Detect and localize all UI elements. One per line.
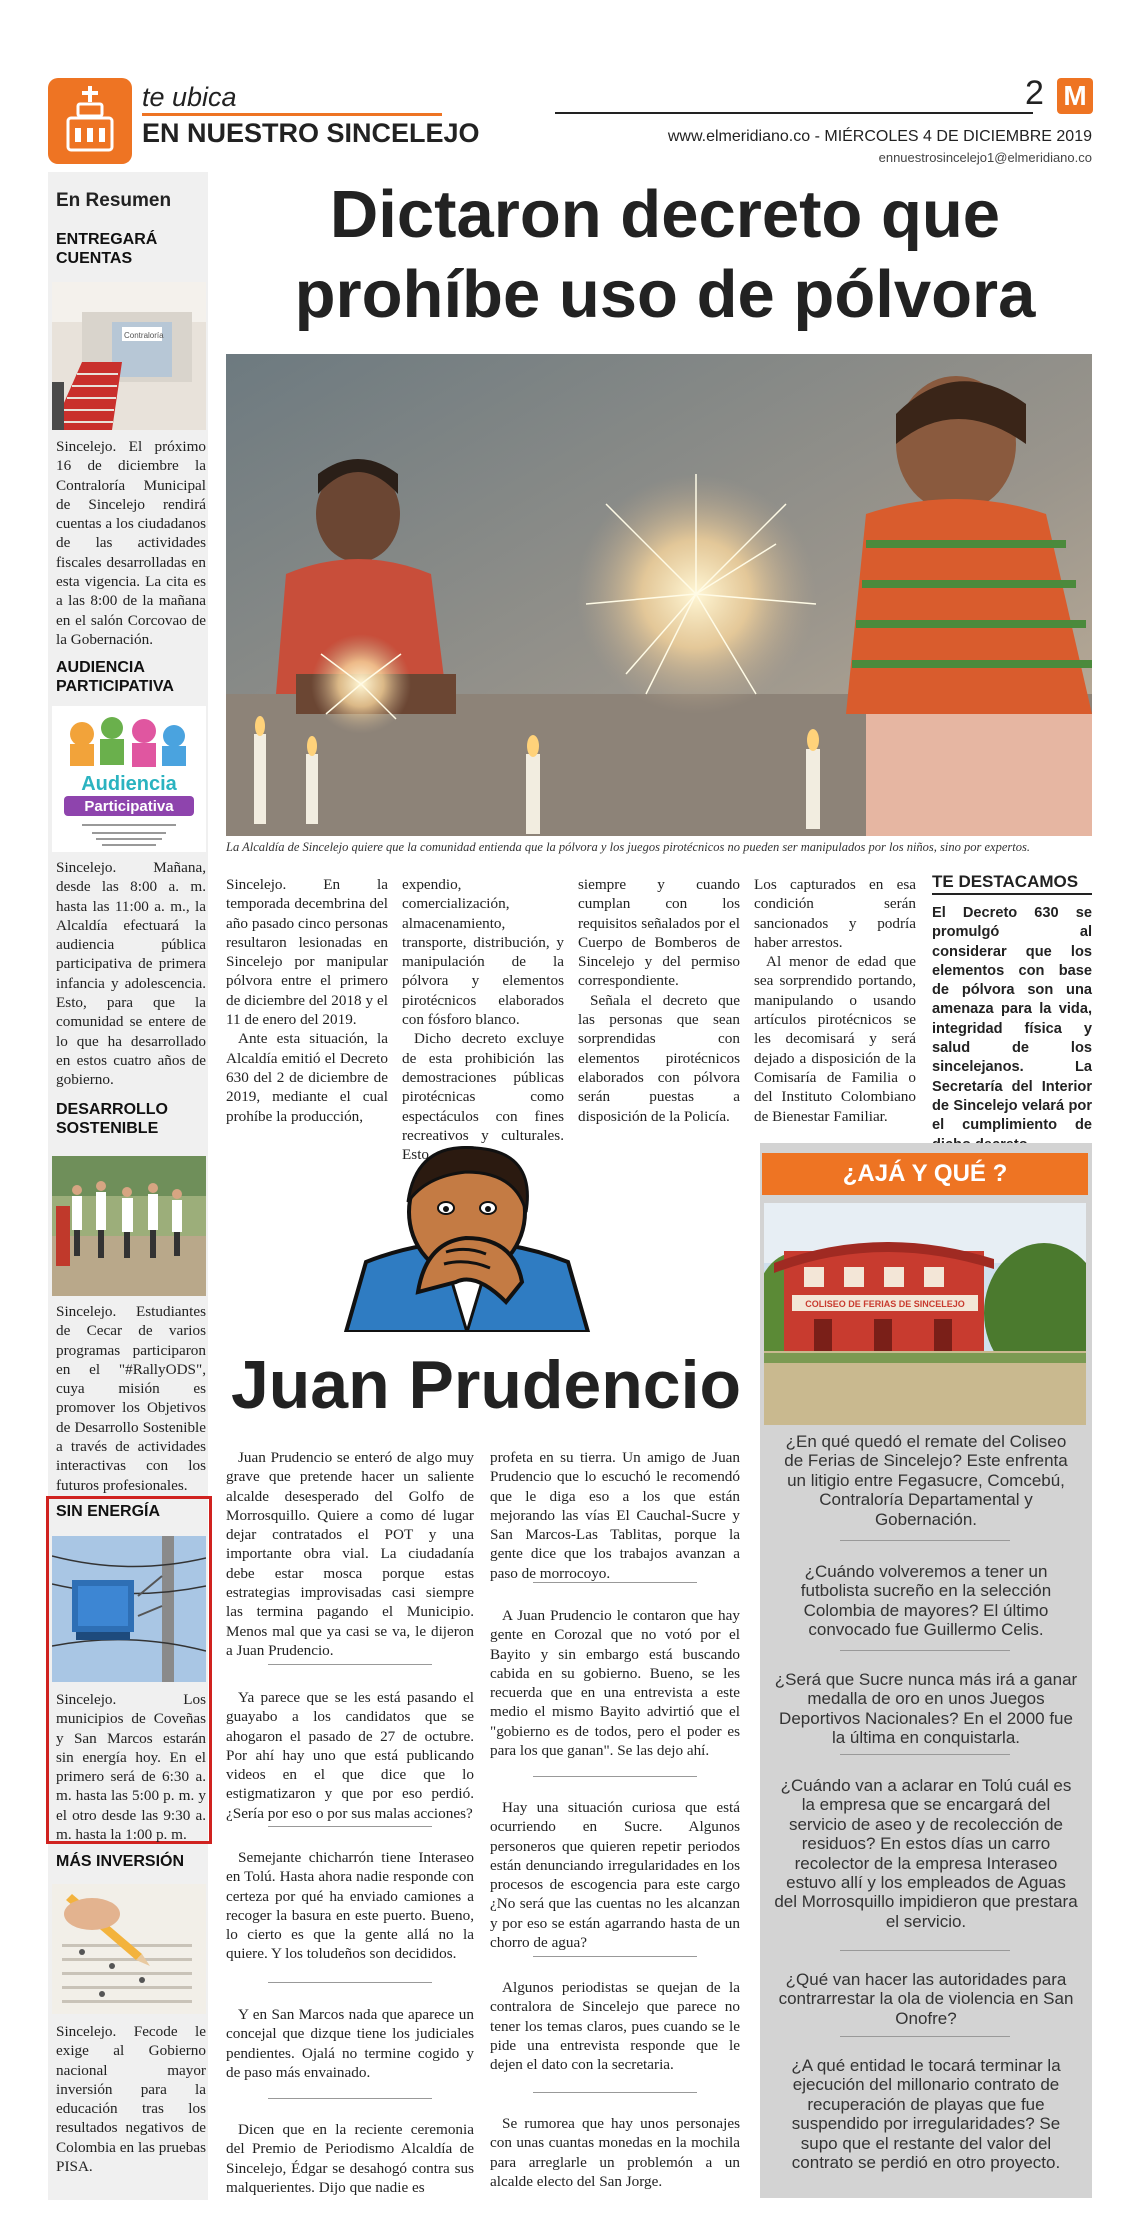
flyer-title-1: Audiencia <box>81 773 177 795</box>
separator <box>840 1754 1010 1755</box>
separator <box>268 2098 432 2099</box>
sidebar-item-text: Sincelejo. El próximo 16 de diciembre la Contraloría Municipal de Sincelejo rendirá cuentas a los ciudadanos de las actividades fiscales desarrolladas en esta vigencia. La cita es a las 8:00 de la mañana en el salón Corcovao de la Gobernación. <box>56 438 206 648</box>
sidebar-title: En Resumen <box>56 190 172 211</box>
aja-question: ¿Será que Sucre nunca más irá a ganar medalla de oro en unos Juegos Deportivos Nacionales? En el 2000 fue la última en conquistarla. <box>774 1670 1078 1748</box>
coliseo-photo <box>764 1203 1086 1425</box>
gossip-item: Se rumorea que hay unos personajes con unas cuantas monedas en la mochila para arreglarle un problemón a un alcalde electo del San Jorge. <box>490 2115 740 2190</box>
sidebar-item-head: DESARROLLO SOSTENIBLE <box>56 1101 168 1137</box>
story-paragraph: Al menor de edad que sea sorprendido portando, manipulando o usando artículos pirotécnicos se les decomisará y será dejado a disposición de la Comisaría de Familia o del Instituto Colombiano de Bienestar Familiar. <box>754 953 916 1125</box>
separator <box>533 1776 697 1777</box>
section-rule <box>142 113 442 116</box>
flyer-title-2: Participativa <box>84 798 174 815</box>
story-paragraph: siempre y cuando cumplan con los requisitos señalados por el Cuerpo de Bomberos de Sincelejo y del permiso correspondiente. <box>578 876 740 990</box>
sidebar-item-head: MÁS INVERSIÓN <box>56 1853 185 1870</box>
contraloria-sign: Contraloría <box>124 331 164 340</box>
story-paragraph: Señala el decreto que las personas que sean sorprendidas con elementos pirotécnicos elaborados con pólvora serán puestas a disposición de la Policía. <box>578 991 740 1125</box>
sidebar-item-head: SIN ENERGÍA <box>56 1503 161 1520</box>
separator <box>533 2092 697 2093</box>
audiencia-flyer <box>52 706 206 852</box>
gossip-item: A Juan Prudencio le contaron que hay gente en Corozal que no votó por el Bayito y sin embargo está buscando cabida en su gobierno. Bueno, se les recuerda que en una entrevista a este medio el mismo Bayito advirtió que el "gobierno es de todos, pero el poder es para los que ganan". Se las dejo ahí. <box>490 1607 740 1760</box>
story-column-4 <box>754 875 916 1126</box>
gossip-item: Juan Prudencio se enteró de algo muy grave que pretende hacer un saliente alcalde desesperado del Golfo de Morrosquillo. Quiere a como dé lugar dejar contratados el POT y una importante obra vial. La ciudadanía debe estar mosca porque estas estrategias improvisadas casi siempre las termina pagando el Municipio. Menos mal que ya casi se va, le dijeron a Juan Prudencio. <box>226 1449 474 1659</box>
story-column-3 <box>578 875 740 1126</box>
separator <box>840 1950 1010 1951</box>
gossip-item: profeta en su tierra. Un amigo de Juan Prudencio que lo escuchó le recomendó que le diga eso a los que están mejorando las vías El Cauchal-Sucre y San Marcos-Las Tablitas, porque la gente dice que los trabajos avanzan a paso de morrocoyo. <box>490 1449 740 1582</box>
separator <box>840 2036 1010 2037</box>
date-line[interactable]: www.elmeridiano.co - MIÉRCOLES 4 DE DICIEMBRE 2019 <box>667 128 1092 145</box>
aja-y-que-title: ¿AJÁ Y QUÉ ? <box>762 1153 1088 1195</box>
gossip-item: Algunos periodistas se quejan de la contralora de Sincelejo que parece no tener los temas claros, pues cuando se le pide una entrevista responde que le dejen el dato con la secretaria. <box>490 1979 740 2074</box>
coliseo-sign: COLISEO DE FERIAS DE SINCELEJO <box>805 1299 965 1309</box>
separator <box>840 1540 1010 1541</box>
story-paragraph: expendio, comercialización, almacenamiento, transporte, distribución, y manipulación de la pólvora y elementos pirotécnicos elaborados con fósforo blanco. <box>402 876 564 1029</box>
aja-question: ¿Qué van hacer las autoridades para contrarrestar la ola de violencia en San Onofre? <box>778 1970 1074 2028</box>
aja-question: ¿En qué quedó el remate del Coliseo de Ferias de Sincelejo? Este enfrenta un litigio entre Fegasucre, Comcebú, Contraloría Departamental y Gobernación. <box>784 1432 1068 1529</box>
story-paragraph: Ante esta situación, la Alcaldía emitió el Decreto 630 del 2 de diciembre de 2019, mediante el cual prohíbe la producción, <box>226 1030 388 1125</box>
separator <box>268 1664 432 1665</box>
highlight-rule <box>932 893 1092 895</box>
gossip-item: Ya parece que se les está pasando el guayabo a los candidatos que se ahogaron el pasado de 27 de octubre. Por ahí hay uno que está publicando videos en el que dice que lo estigmatizaron y que por eso perdió. ¿Sería por eso o por sus malas acciones? <box>226 1689 474 1822</box>
page-number: 2 <box>1025 74 1044 112</box>
story-paragraph: Los capturados en esa condición serán sancionados y podría haber arrestos. <box>754 876 916 951</box>
section-kicker: te ubica <box>142 82 237 112</box>
separator <box>840 1650 1010 1651</box>
rally-photo <box>52 1156 206 1296</box>
highlight-text: El Decreto 630 se promulgó al considerar que los elementos con base de pólvora son una amenaza para la vida, integridad física y salud de los sincelejanos. La Secretaría del Interior de Sincelejo velará por el cumplimiento de <box>932 905 1092 1134</box>
highlight-title: TE DESTACAMOS <box>932 872 1079 891</box>
separator <box>533 1582 697 1583</box>
sidebar-item-text: Sincelejo. Los municipios de Coveñas y San Marcos estarán sin energía hoy. En el primero será de 6:30 a. m. hasta las 5:00 p. m. y el otro desde las 9:30 a. m. hasta la 1:00 p. m. <box>56 1691 206 1844</box>
separator <box>268 1982 432 1983</box>
email-line[interactable]: ennuestrosincelejo1@elmeridiano.co <box>878 150 1092 165</box>
juan-prudencio-title: Juan Prudencio <box>230 1347 742 1423</box>
gossip-item: Hay una situación curiosa que está ocurriendo en Sucre. Algunos personeros que quieren repetir periodos están denunciando irregularidades en los procesos de escogencia para este cargo ¿No será que las cuentas no les alcanzan y por eso se están agarrando hasta de un chorro de agua? <box>490 1799 740 1952</box>
aja-question: ¿Cuándo volveremos a tener un futbolista sucreño en la selección Colombia de mayores? El último convocado fue Guillermo Celis. <box>800 1562 1052 1640</box>
separator <box>268 1826 432 1827</box>
aja-question: ¿Cuándo van a aclarar en Tolú cuál es la empresa que se encargará del servicio de aseo y de recolección de residuos? En estos días un carro recolector de la empresa Interaseo estuvo allí y los empleados de Aguas del Morrosquillo impidieron que prestara el servicio. <box>774 1776 1078 1931</box>
story-column-2 <box>402 875 564 1164</box>
sidebar-item-head: AUDIENCIA PARTICIPATIVA <box>56 659 174 695</box>
main-headline: Dictaron decreto que prohíbe uso de pólvora <box>294 177 1036 332</box>
sidebar-item-head: ENTREGARÁ CUENTAS <box>56 231 158 267</box>
power-line-photo <box>52 1536 206 1682</box>
section-logo <box>48 78 132 164</box>
sidebar-item-text: Sincelejo. Fecode le exige al Gobierno nacional mayor inversión para la educación tras los resultados negativos de Colombia en las pruebas PISA. <box>56 2023 206 2176</box>
gossip-item: Semejante chicharrón tiene Interaseo en Tolú. Hasta ahora nadie responde con certeza por qué ha enviado camiones a recoger la basura en este puerto. Bueno, lo cierto es que la gente allá no la quiere. Y los toludeños son decididos. <box>226 1849 474 1963</box>
story-paragraph: Sincelejo. En la temporada decembrina del año pasado cinco personas resultaron lesionadas en Sincelejo por manipular pólvora entre el primero de diciembre del 2018 y el 11 de enero del 2019. <box>226 876 388 1029</box>
contraloria-photo <box>52 282 206 430</box>
section-title: EN NUESTRO SINCELEJO <box>142 118 480 148</box>
story-column-1 <box>226 875 388 1126</box>
sidebar-item-text: Sincelejo. Mañana, desde las 8:00 a. m. hasta las 11:00 a. m., la Alcaldía efectuará la audiencia pública participativa de primera infancia y adolescencia. Esto, para que la comunidad se entere de lo que ha desarrollado en estos cuatro años de gobierno. <box>56 859 206 1089</box>
exam-photo <box>52 1884 206 2014</box>
gossip-item: Y en San Marcos nada que aparece un concejal que dizque tiene los judiciales pendientes. Ojalá no termine cogido y de paso más envainado. <box>226 2006 474 2081</box>
sidebar-item-text: Sincelejo. Estudiantes de Cecar de varios programas participaron en el "#RallyODS", cuya misión es promover los Objetivos de Desarrollo Sostenible a través de actividades interactivas con los futuros profesionales. <box>56 1303 206 1494</box>
gossip-item: Dicen que en la reciente ceremonia del Premio de Periodismo Alcaldía de Sincelejo, Édgar se desahogó contra sus malquerientes. Dijo que nadie es <box>226 2121 474 2196</box>
newspaper-logo: M <box>1057 78 1093 114</box>
church-icon <box>48 78 132 164</box>
fireworks-photo <box>226 354 1092 836</box>
aja-question: ¿A qué entidad le tocará terminar la ejecución del millonario contrato de recuperación de playas que fue suspendido por irregularidades? Se supo que el restante del valor del contrato se perdió en otro proyecto. <box>791 2056 1061 2173</box>
separator <box>533 1956 697 1957</box>
top-rule <box>555 112 1033 114</box>
photo-caption: La Alcaldía de Sincelejo quiere que la comunidad entienda que la pólvora y los juegos pirotécnicos no pueden ser manipulados por los niños, sino por expertos. <box>226 840 1030 854</box>
story-paragraph: Dicho decreto excluye de esta prohibición las demostraciones públicas pirotécnicas como espectáculos con fines recreativos y culturales. Esto <box>402 1030 564 1164</box>
juan-prudencio-illustration <box>336 1142 598 1332</box>
